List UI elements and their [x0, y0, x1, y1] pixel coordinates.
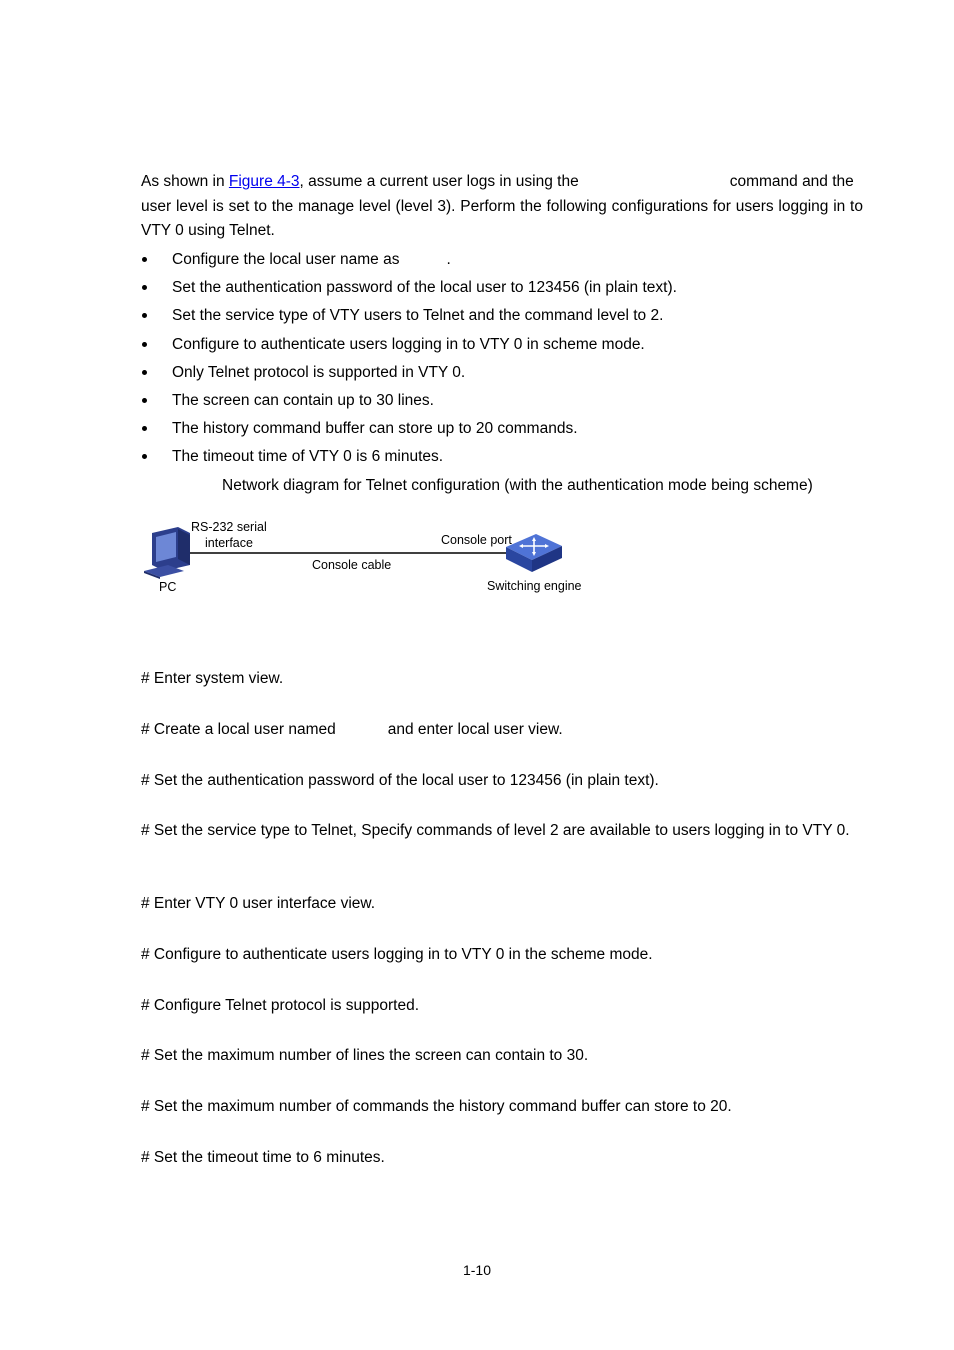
bullet-icon: [142, 313, 147, 318]
step-enter-vty-view: # Enter VTY 0 user interface view.: [141, 895, 376, 912]
list-item: Set the authentication password of the local user to 123456 (in plain text).: [141, 276, 677, 304]
console-cable-label: Console cable: [312, 558, 392, 572]
list-item: Set the service type of VTY users to Telnet and the command level to 2.: [141, 304, 677, 332]
rs232-label-line1: RS-232 serial: [191, 520, 267, 534]
bullet-icon: [142, 285, 147, 290]
list-item: Only Telnet protocol is supported in VTY 0.: [141, 361, 677, 389]
list-item: Configure to authenticate users logging in to VTY 0 in scheme mode.: [141, 333, 677, 361]
bullet-icon: [142, 398, 147, 403]
figure-link[interactable]: Figure 4-3: [228, 173, 300, 190]
intro-line-1: As shown in Figure 4-3, assume a current user logs in using the command and the: [141, 173, 854, 190]
requirements-list: [141, 248, 677, 474]
bullet-icon: [142, 426, 147, 431]
switch-icon: [506, 534, 562, 572]
step-telnet-protocol: # Configure Telnet protocol is supported.: [141, 997, 420, 1014]
switching-engine-label: Switching engine: [487, 579, 582, 593]
bullet-icon: [142, 342, 147, 347]
step-set-password: # Set the authentication password of the local user to 123456 (in plain text).: [141, 772, 659, 789]
console-port-label: Console port: [441, 533, 512, 547]
list-item: The timeout time of VTY 0 is 6 minutes.: [141, 445, 677, 473]
figure-title: Network diagram for Telnet configuration (with the authentication mode being scheme): [222, 477, 813, 494]
bullet-icon: [142, 454, 147, 459]
step-history-buffer: # Set the maximum number of commands the history command buffer can store to 20.: [141, 1098, 732, 1115]
step-set-service-type: # Set the service type to Telnet, Specify commands of level 2 are available to users logging in to VTY 0.: [141, 822, 850, 839]
page-number: 1-10: [462, 1262, 492, 1278]
step-enter-system-view: # Enter system view.: [141, 670, 284, 687]
intro-paragraph: [141, 170, 863, 244]
pc-icon: [144, 527, 190, 579]
step-create-local-user: # Create a local user named and enter local user view.: [141, 721, 563, 738]
step-auth-scheme: # Configure to authenticate users logging in to VTY 0 in the scheme mode.: [141, 946, 653, 963]
bullet-icon: [142, 257, 147, 262]
network-diagram: [138, 515, 598, 605]
list-item: The screen can contain up to 30 lines.: [141, 389, 677, 417]
intro-line-2: user level is set to the manage level (level 3). Perform the following configurations for users logging in to: [141, 197, 863, 215]
list-item: Configure the local user name as .: [141, 248, 677, 276]
pc-label: PC: [159, 580, 177, 594]
step-screen-lines: # Set the maximum number of lines the screen can contain to 30.: [141, 1047, 589, 1064]
rs232-label-line2: interface: [205, 536, 253, 550]
bullet-icon: [142, 370, 147, 375]
list-item: The history command buffer can store up to 20 commands.: [141, 417, 677, 445]
intro-line-3: VTY 0 using Telnet.: [141, 222, 275, 239]
step-timeout: # Set the timeout time to 6 minutes.: [141, 1149, 385, 1166]
